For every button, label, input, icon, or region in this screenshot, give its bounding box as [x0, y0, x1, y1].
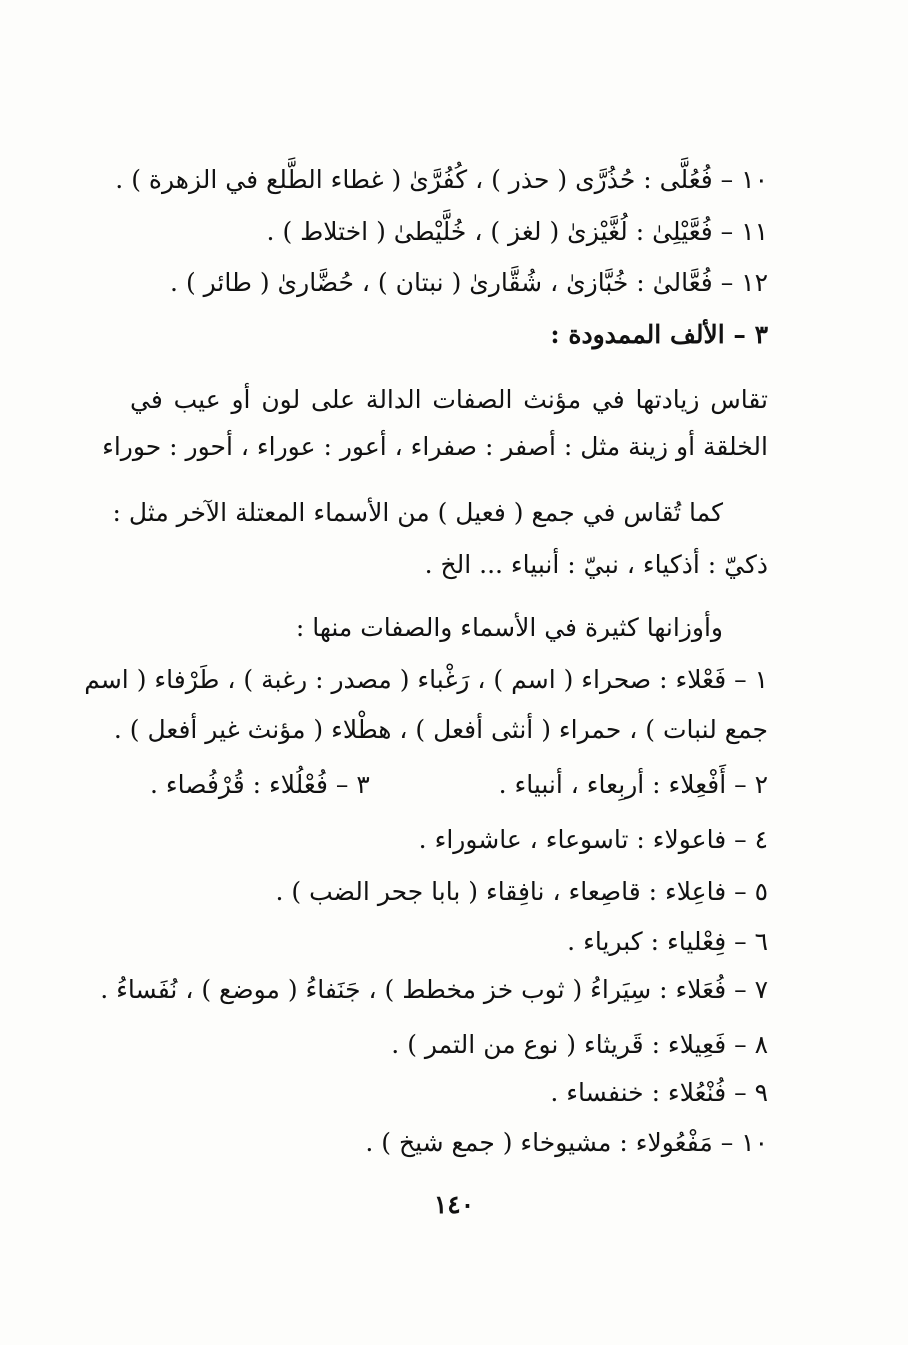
list-item-9: ٩ – فُنْعُلاء : خنفساء . [550, 1078, 768, 1107]
section-heading: ٣ – الألف الممدودة : [550, 320, 768, 349]
pattern-line-10: ١٠ – فُعُلَّى : حُذُرَّى ( حذر ) ، كُفُرَّىٰ ( غطاء الطَّلع في الزهرة ) . [115, 165, 768, 194]
list-item-3: ٣ – فُعْلُلاء : قُرْفُصاء . [150, 770, 370, 799]
list-item-4: ٤ – فاعولاء : تاسوعاء ، عاشوراء . [418, 825, 768, 854]
list-item-10: ١٠ – مَفْعُولاء : مشيوخاء ( جمع شيخ ) . [365, 1128, 768, 1157]
paragraph-line: كما تُقاس في جمع ( فعيل ) من الأسماء المعتلة الآخر مثل : [112, 498, 723, 527]
list-item-5: ٥ – فاعِلاء : قاصِعاء ، نافِقاء ( بابا جحر الضب ) . [275, 877, 768, 906]
list-item-6: ٦ – فِعْلياء : كبرياء . [567, 927, 768, 956]
paragraph-line: وأوزانها كثيرة في الأسماء والصفات منها : [295, 613, 723, 642]
list-row-2-3 [150, 765, 768, 805]
list-item-7: ٧ – فُعَلاء : سِيَراءُ ( ثوب خز مخطط ) ، جَنَفاءُ ( موضع ) ، نُفَساءُ . [100, 975, 768, 1004]
list-item-2: ٢ – أَفْعِلاء : أربِعاء ، أنبياء . [498, 770, 768, 799]
pattern-line-11: ١١ – فُعَّيْلِىٰ : لُغَّيْزىٰ ( لغز ) ، خُلَّيْطىٰ ( اختلاط ) . [266, 217, 768, 246]
list-item-1-continued: جمع لنبات ) ، حمراء ( أنثى أفعل ) ، هطْلاء ( مؤنث غير أفعل ) . [113, 715, 768, 744]
pattern-line-12: ١٢ – فُعَّالىٰ : خُبَّازىٰ ، شُقَّارىٰ ( نبتان ) ، حُضَّارىٰ ( طائر ) . [170, 268, 768, 297]
paragraph-line: الخلقة أو زينة مثل : أصفر : صفراء ، أعور : عوراء ، أحور : حوراء [102, 432, 768, 461]
paragraph-line: تقاس زيادتها في مؤنث الصفات الدالة على لون أو عيب في [130, 385, 768, 414]
paragraph-line: ذكيّ : أذكياء ، نبيّ : أنبياء ... الخ . [424, 550, 768, 579]
page-number: ١٤٠ [433, 1190, 475, 1219]
list-item-1: ١ – فَعْلاء : صحراء ( اسم ) ، رَغْباء ( مصدر : رغبة ) ، طَرْفاء ( اسم [84, 665, 768, 694]
list-item-8: ٨ – فَعِيلاء : قَريثاء ( نوع من التمر ) . [391, 1030, 768, 1059]
